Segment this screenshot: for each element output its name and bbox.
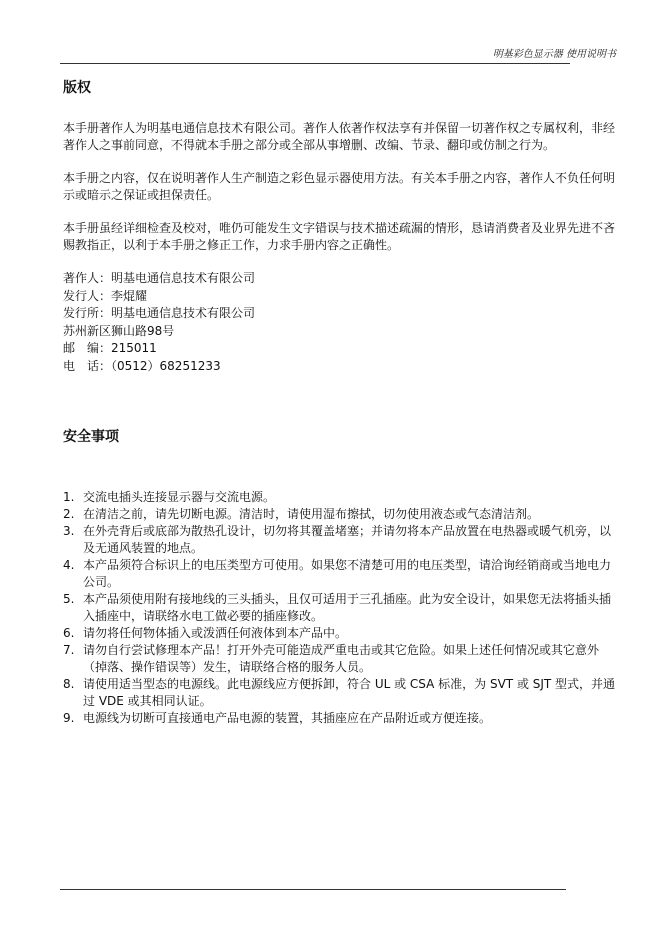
safety-heading: 安全事项: [63, 429, 119, 445]
list-item: [63, 710, 618, 727]
list-item: [63, 506, 618, 523]
page-content: [63, 78, 618, 727]
list-number: 3.: [63, 524, 75, 538]
list-text: 电源线为切断可直接通电产品电源的装置，其插座应在产品附近或方便连接。: [83, 711, 492, 725]
correction-paragraph: 本手册虽经详细检查及校对，唯仍可能发生文字错误与技术描述疏漏的情形，恳请消费者及业界先进不吝赐教指正，以利于本手册之修正工作，力求手册内容之正确性。: [63, 221, 616, 252]
copyright-heading: 版权: [63, 80, 91, 96]
phone-line: 电 话：（0512）68251233: [63, 358, 221, 373]
footer-rule: [60, 889, 566, 890]
issuer-line: 发行所：明基电通信息技术有限公司: [63, 306, 256, 320]
safety-list: [63, 489, 618, 727]
list-item: [63, 557, 618, 591]
list-number: 8.: [63, 677, 75, 691]
list-item: [63, 625, 618, 642]
header-rule: [60, 63, 570, 64]
list-number: 4.: [63, 558, 75, 572]
list-text: 本产品须符合标识上的电压类型方可使用。如果您不清楚可用的电压类型，请洽询经销商或当地电力公司。: [83, 558, 612, 589]
list-item: [63, 591, 618, 625]
copyright-paragraph: 本手册著作人为明基电通信息技术有限公司。著作人依著作权法享有并保留一切著作权之专属权利，非经著作人之事前同意，不得就本手册之部分或全部从事增删、改编、节录、翻印或仿制之行为。: [63, 121, 616, 152]
list-number: 6.: [63, 626, 75, 640]
list-number: 1.: [63, 490, 75, 504]
list-text: 请使用适当型态的电源线。此电源线应方便拆卸，符合 UL 或 CSA 标准，为 SVT 或 SJT 型式，并通过 VDE 或其相同认证。: [83, 677, 616, 708]
list-item: [63, 642, 618, 676]
list-item: [63, 523, 618, 557]
disclaimer-paragraph: 本手册之内容，仅在说明著作人生产制造之彩色显示器使用方法。有关本手册之内容，著作人不负任何明示或暗示之保证或担保责任。: [63, 171, 616, 202]
list-item: [63, 676, 618, 710]
postcode-line: 邮 编：215011: [63, 341, 157, 355]
list-text: 交流电插头连接显示器与交流电源。: [83, 490, 276, 504]
list-item: [63, 489, 618, 506]
list-number: 7.: [63, 643, 75, 657]
list-number: 5.: [63, 592, 75, 606]
list-number: 2.: [63, 507, 75, 521]
list-text: 在外壳背后或底部为散热孔设计，切勿将其覆盖堵塞；并请勿将本产品放置在电热器或暖气机旁，以及无通风装置的地点。: [83, 524, 612, 555]
author-line: 著作人：明基电通信息技术有限公司: [63, 271, 256, 285]
publication-info: [63, 270, 618, 375]
list-text: 在清洁之前，请先切断电源。清洁时，请使用湿布擦拭，切勿使用液态或气态清洁剂。: [83, 507, 540, 521]
address-line: 苏州新区狮山路98号: [63, 323, 175, 338]
list-number: 9.: [63, 711, 75, 725]
list-text: 本产品须使用附有接地线的三头插头，且仅可适用于三孔插座。此为安全设计，如果您无法将插头插入插座中，请联络水电工做必要的插座修改。: [83, 592, 612, 623]
list-text: 请勿自行尝试修理本产品！打开外壳可能造成严重电击或其它危险。如果上述任何情况或其它意外（掉落、操作错误等）发生，请联络合格的服务人员。: [83, 643, 600, 674]
list-text: 请勿将任何物体插入或泼洒任何液体到本产品中。: [83, 626, 348, 640]
publisher-line: 发行人：李焜耀: [63, 288, 148, 303]
running-header-title: 明基彩色显示器 使用说明书: [492, 49, 616, 60]
